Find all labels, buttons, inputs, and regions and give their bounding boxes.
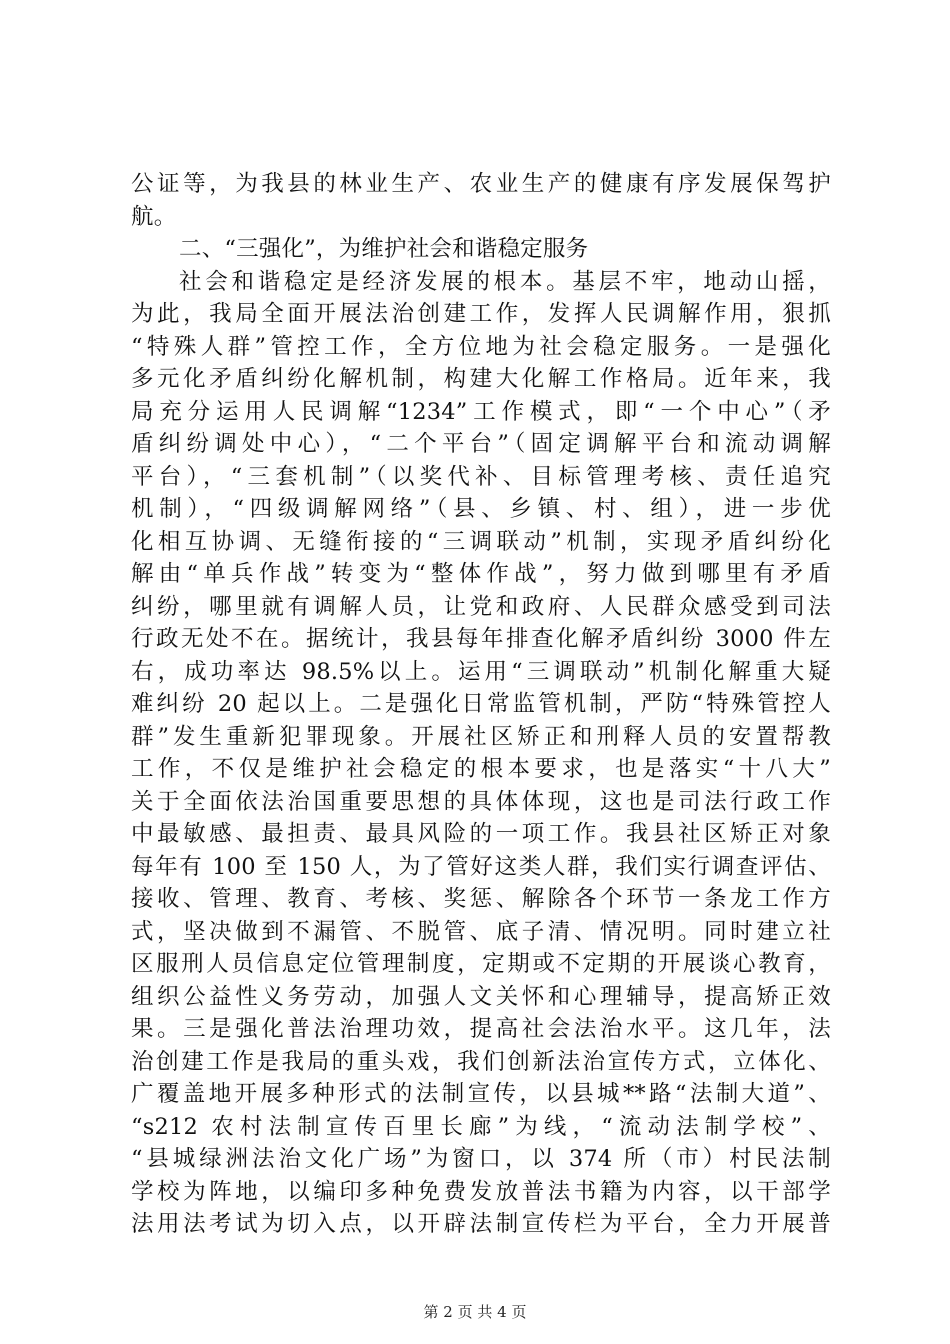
text-line: “县城绿洲法治文化广场”为窗口，以 374 所（市）村民法制: [131, 1146, 831, 1172]
text-line: 难纠纷 20 起以上。二是强化日常监管机制，严防“特殊管控人: [131, 691, 831, 717]
page-number-footer: 第 2 页 共 4 页: [423, 1303, 527, 1321]
text-line: 多元化矛盾纠纷化解机制，构建大化解工作格局。近年来，我: [131, 366, 831, 392]
text-line: 行政无处不在。据统计，我县每年排查化解矛盾纠纷 3000 件左: [131, 626, 831, 652]
text-line: 群”发生重新犯罪现象。开展社区矫正和刑释人员的安置帮教: [131, 723, 831, 750]
text-line: 治创建工作是我局的重头戏，我们创新法治宣传方式，立体化、: [131, 1048, 831, 1075]
text-line: 接收、管理、教育、考核、奖惩、解除各个环节一条龙工作方: [131, 886, 831, 912]
text-line: 社会和谐稳定是经济发展的根本。基层不牢，地动山摇，: [179, 268, 831, 295]
text-line: 纠纷，哪里就有调解人员，让党和政府、人民群众感受到司法: [131, 593, 831, 620]
text-line: “s212 农村法制宣传百里长廊”为线，“流动法制学校”、: [131, 1113, 831, 1140]
text-line: 关于全面依法治国重要思想的具体体现，这也是司法行政工作: [131, 788, 831, 815]
text-line: 广覆盖地开展多种形式的法制宣传，以县城**路“法制大道”、: [131, 1081, 831, 1107]
text-line: 区服刑人员信息定位管理制度，定期或不定期的开展谈心教育，: [131, 951, 831, 977]
text-line: 中最敏感、最担责、最具风险的一项工作。我县社区矫正对象: [131, 821, 831, 847]
text-line: 航。: [131, 203, 177, 230]
text-line: 为此，我局全面开展法治创建工作，发挥人民调解作用，狠抓: [131, 301, 831, 327]
text-line: “特殊人群”管控工作，全方位地为社会稳定服务。一是强化: [131, 333, 831, 360]
text-line: 工作，不仅是维护社会稳定的根本要求，也是落实“十八大”: [131, 756, 831, 782]
text-line: 组织公益性义务劳动，加强人文关怀和心理辅导，提高矫正效: [131, 983, 831, 1010]
text-line: 法用法考试为切入点，以开辟法制宣传栏为平台，全力开展普: [131, 1211, 831, 1237]
text-line: 盾纠纷调处中心），“二个平台”（固定调解平台和流动调解: [131, 431, 831, 457]
text-line: 右，成功率达 98.5%以上。运用“三调联动”机制化解重大疑: [131, 658, 831, 685]
text-line: 式，坚决做到不漏管、不脱管、底子清、情况明。同时建立社: [131, 918, 831, 945]
text-line: 平台），“三套机制”（以奖代补、目标管理考核、责任追究: [131, 463, 831, 490]
text-line: 公证等，为我县的林业生产、农业生产的健康有序发展保驾护: [131, 171, 831, 197]
text-line: 局充分运用人民调解“1234”工作模式，即“一个中心”（矛: [131, 398, 831, 425]
text-line: 果。三是强化普法治理功效，提高社会法治水平。这几年，法: [131, 1016, 831, 1042]
text-line: 化相互协调、无缝衔接的“三调联动”机制，实现矛盾纠纷化: [131, 528, 831, 555]
text-line: 解由“单兵作战”转变为“整体作战”，努力做到哪里有矛盾: [131, 561, 831, 587]
body-text: [131, 168, 831, 1241]
text-line: 机制），“四级调解网络”（县、乡镇、村、组），进一步优: [131, 496, 831, 522]
text-line: 每年有 100 至 150 人，为了管好这类人群，我们实行调查评估、: [131, 853, 831, 880]
text-line: 学校为阵地，以编印多种免费发放普法书籍为内容，以干部学: [131, 1178, 831, 1205]
section-heading: 二、“三强化”，为维护社会和谐稳定服务: [179, 236, 589, 262]
